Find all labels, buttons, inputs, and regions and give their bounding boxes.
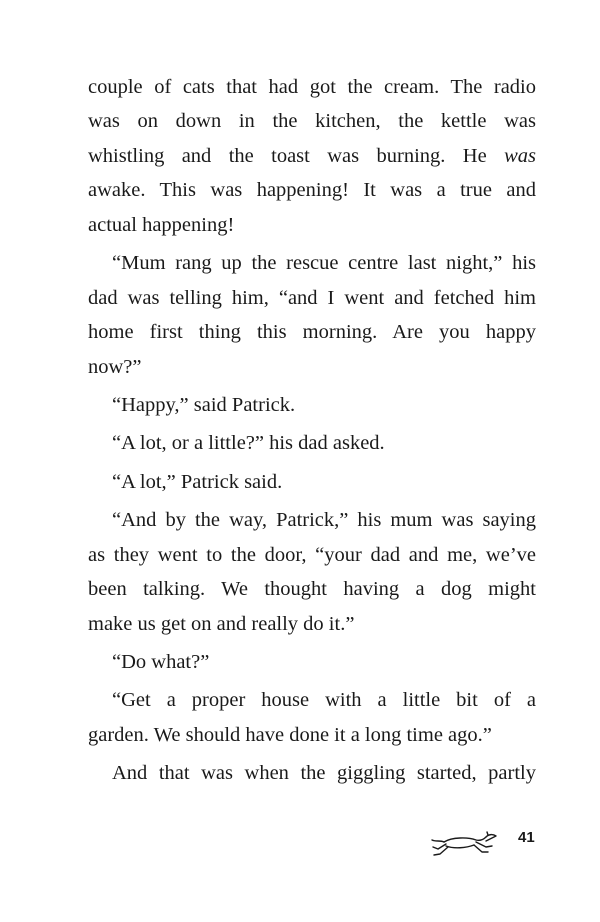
text-line: “And by the way, Patrick,” his mum was saying [112,509,536,532]
text-line: dad was telling him, “and I went and fetched him [88,286,536,309]
paragraph [88,683,536,752]
text-line: actual happening! [88,213,235,236]
text-line: “Mum rang up the rescue centre last night,” his [112,252,536,275]
text-line: been talking. We thought having a dog might [88,578,536,601]
paragraph [88,426,536,460]
text-line [88,139,536,173]
text-line: “A lot,” Patrick said. [112,470,283,493]
text-line: awake. This was happening! It was a true and [88,179,536,202]
italic-word: was [504,144,536,167]
text-run: whistling and the toast was burning. He [88,144,505,167]
text-line: as they went to the door, “your dad and me, we’ve [88,543,536,566]
page-footer [430,824,540,864]
text-line: home first thing this morning. Are you happy [88,321,536,344]
text-line: make us get on and really do it.” [88,612,355,635]
text-line: now?” [88,355,142,378]
text-line: “Happy,” said Patrick. [112,393,296,416]
text-line: “A lot, or a little?” his dad asked. [112,432,385,455]
paragraph [88,388,536,422]
page-number: 41 [518,829,535,846]
text-line: garden. We should have done it a long time ago.” [88,723,492,746]
paragraph [88,465,536,499]
text-line: was on down in the kitchen, the kettle was [88,110,536,133]
text-line: “Do what?” [112,651,210,673]
text-line: couple of cats that had got the cream. The radio [88,76,536,98]
text-line: And that was when the giggling started, partly [112,762,536,785]
paragraph [88,246,536,384]
paragraph [88,756,536,790]
paragraph [88,645,536,679]
paragraph [88,70,536,242]
text-line: “Get a proper house with a little bit of a [112,689,536,712]
running-greyhound-icon [430,828,500,858]
paragraph [88,503,536,641]
body-text [88,70,536,791]
